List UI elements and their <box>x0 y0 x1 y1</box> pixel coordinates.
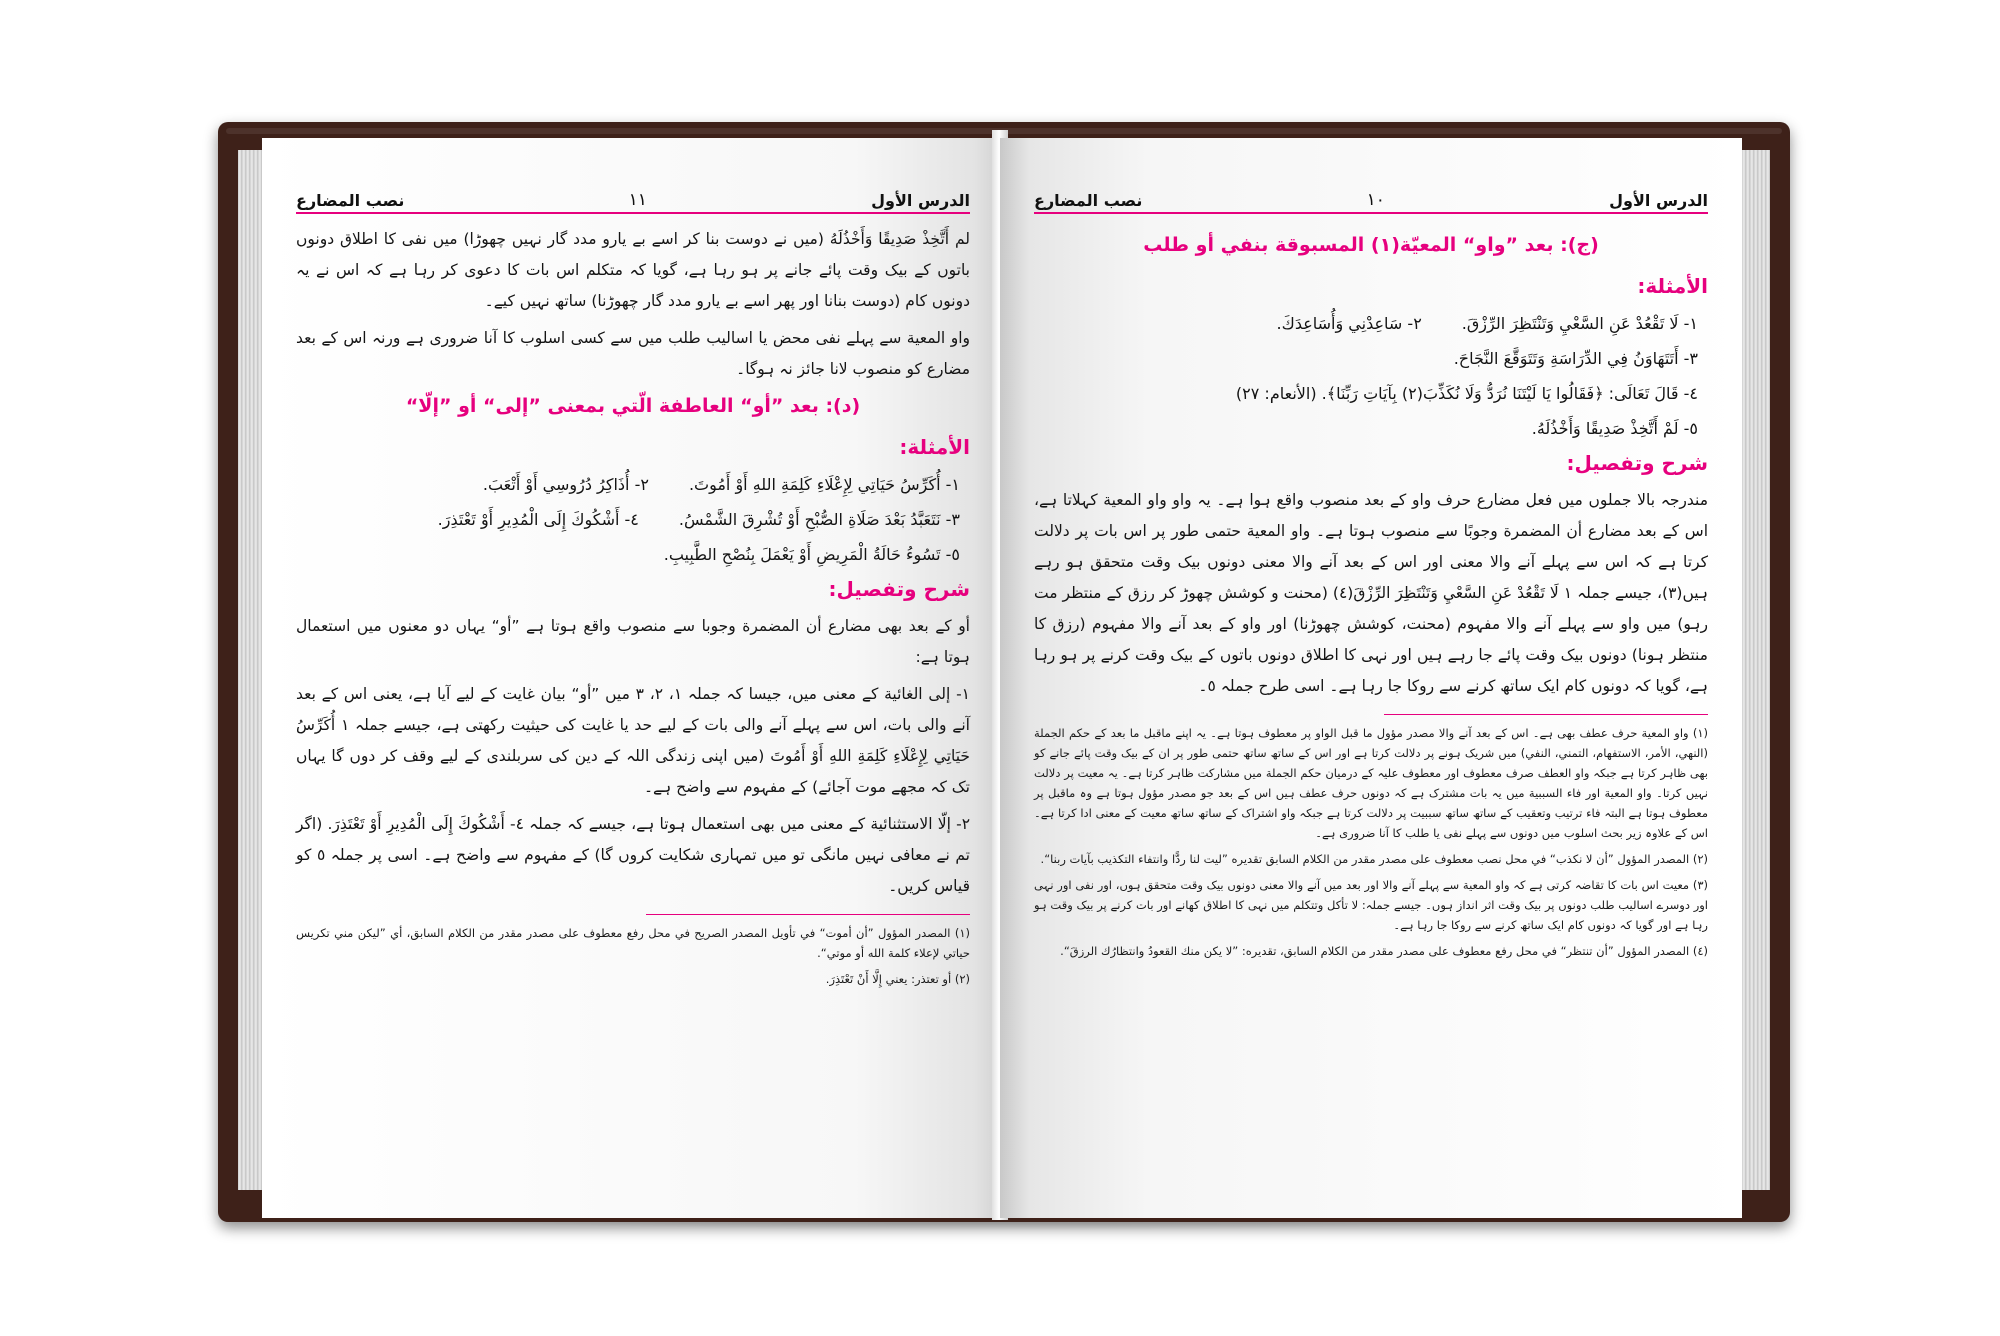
left-page-content <box>296 224 970 995</box>
example-item: ٤- قَالَ تَعَالَى: ﴿فَقَالُوا يَا لَيْتَنَا نُرَدُّ وَلَا نُكَذِّبَ(٢) بِآيَاتِ رَبِّنَا﴾. (الأنعام: ٢٧) <box>1235 384 1698 403</box>
examples-list <box>1044 308 1698 444</box>
example-item: ٣- أَتَتَهَاوَنُ فِي الدِّرَاسَةِ وَتَتَوَقَّعَ النَّجَاحَ. <box>1453 349 1698 368</box>
header-rule <box>296 212 970 214</box>
example-item: ٥- تَسُوءُ حَالَةُ الْمَرِيضِ أَوْ يَعْمَلَ بِنُصْحِ الطَّبِيبِ. <box>663 545 960 564</box>
left-page-header <box>296 180 970 210</box>
section-heading: (د): بعد ”أو“ العاطفة الّتي بمعنى ”إلى“ أو ”إلّا“ <box>405 395 861 417</box>
page-number: ١٠ <box>1366 190 1385 210</box>
example-item: ١- لَا تَقْعُدْ عَنِ السَّعْيِ وَتَنْتَظِرَ الرِّزْقَ. <box>1461 314 1698 333</box>
footnote: (١) المصدر المؤول ”أن أموت“ في تأويل المصدر الصريح في محل رفع معطوف على مصدر مقدر من الكلام السابق، أي ”ليكن مني تكريس حياتي لإعلاء كلمة الله أو موتي“. <box>296 926 970 960</box>
paragraph: مندرجہ بالا جملوں میں فعل مضارع حرف واو کے بعد منصوب واقع ہوا ہے۔ یہ واو واو المعیة کہلاتا ہے، اس کے بعد مضارع أن المضمرة وجوبًا سے منصوب ہوتا ہے۔ واو المعیة حتمی طور پر اس بات پر دلالت کرتا ہے کہ اس سے پہلے آنے والا معنی اور اس کے بعد آنے والا معنی دونوں بیک وقت متحقق ہو رہے ہیں(٣)، جیسے جملہ ١ لَا تَقْعُدْ عَنِ السَّعْيِ وَتَنْتَظِرَ الرِّزْقَ(٤) (محنت و کوشش چھوڑ کر رزق کے منتظر مت رہو) میں واو سے پہلے آنے والا مفہوم (محنت، کوشش چھوڑنا) اور واو کے بعد آنے والا مفہوم (رزق کا منتظر ہونا) دونوں بیک وقت پائے جا رہے ہیں اور نہی کا اطلاق دونوں باتوں کے بیک وقت کرنے پر ہو رہا ہے، گویا کہ دونوں کام ایک ساتھ کرنے سے روکا جا رہا ہے۔ اسی طرح جملہ ٥۔ <box>1034 491 1708 695</box>
header-rule <box>1034 212 1708 214</box>
paragraph: لم أَتَّخِذْ صَدِيقًا وَأَخْذُلَهُ (میں نے دوست بنا کر اسے بے یارو مدد گار نہیں چھوڑا) میں نفی کا اطلاق دونوں باتوں کے بیک وقت پائے جانے پر ہو رہا ہے، گویا کہ متکلم اس بات کا دعوی کر رہا ہے کہ اس نے یہ دونوں کام (دوست بنانا اور پھر اسے بے یارو مدد گار چھوڑنا) ساتھ نہیں کیے۔ <box>296 230 970 310</box>
header-title: الدرس الأول <box>1609 191 1708 210</box>
left-page <box>262 138 1004 1218</box>
footnote-rule <box>1384 714 1708 715</box>
example-item: ٢- سَاعِدْنِي وَأُسَاعِدَكَ. <box>1276 314 1422 333</box>
footnote: (٤) المصدر المؤول ”أن تنتظر“ في محل رفع معطوف على مصدر مقدر من الكلام السابق، تقديره: ”لا يكن منك القعودُ وانتظارُك الرزقَ“. <box>1060 944 1708 958</box>
explanation-heading: شرح وتفصیل: <box>1566 451 1708 475</box>
header-topic: نصب المضارع <box>296 191 405 210</box>
right-page <box>1000 138 1742 1218</box>
examples-heading: الأمثلة: <box>899 435 970 459</box>
paragraph: أو کے بعد بھی مضارع أن المضمرة وجوبا سے منصوب واقع ہوتا ہے ”أو“ یہاں دو معنوں میں استعمال ہوتا ہے: <box>296 617 970 666</box>
example-item: ٣- نَتَعَبَّدُ بَعْدَ صَلَاةِ الصُّبْحِ أَوْ تُشْرِقَ الشَّمْسُ. <box>678 510 960 529</box>
example-item: ٥- لَمْ أَتَّخِذْ صَدِيقًا وَأَخْذُلَهُ. <box>1531 419 1698 438</box>
paragraph: ٢- إلّا الاستثنائیة کے معنی میں بھی استعمال ہوتا ہے، جیسے کہ جملہ ٤- أَشْكُوكَ إِلَى الْمُدِيرِ أَوْ تَعْتَذِرَ. (اگر تم نے معافی نہیں مانگی تو میں تمہاری شکایت کروں گا) کے مفہوم سے واضح ہے۔ اسی پر جملہ ٥ کو قیاس کریں۔ <box>296 815 971 895</box>
examples-heading: الأمثلة: <box>1637 274 1708 298</box>
example-item: ٤- أَشْكُوكَ إِلَى الْمُدِيرِ أَوْ تَعْتَذِرَ. <box>437 510 639 529</box>
footnote: (٢) أو تعتذر: يعني إِلَّا أَنْ تَعْتَذِرَ. <box>825 972 970 986</box>
explanation-heading: شرح وتفصیل: <box>828 577 970 601</box>
right-page-content <box>1034 224 1708 967</box>
footnote: (٢) المصدر المؤول ”أن لا نكذب“ في محل نصب معطوف على مصدر مقدر من الكلام السابق تقديره ”ليت لنا ردًّا وانتفاء التكذيب بآيات ربنا“. <box>1040 852 1708 866</box>
header-topic: نصب المضارع <box>1034 191 1143 210</box>
header-title: الدرس الأول <box>871 191 970 210</box>
example-item: ٢- أُذَاكِرُ دُرُوسِي أَوْ أَتْعَبَ. <box>482 475 649 494</box>
right-page-header <box>1034 180 1708 210</box>
examples-list <box>306 469 960 570</box>
section-heading: (ج): بعد ”واو“ المعيّة(١) المسبوقة بنفي أو طلب <box>1143 234 1599 256</box>
footnote: (١) واو المعیة حرف عطف بھی ہے۔ اس کے بعد آنے والا مصدر مؤول ما قبل الواو پر معطوف ہوتا ہے۔ یہ اپنے ماقبل ما بعد کے حکم الجملة (النهي، الأمر، الاستفهام، التمني، النفي) میں شریک ہونے پر دلالت کرتا ہے اور اس کے ساتھ ساتھ حتمی طور پر ان کے بیک وقت پائے جانے کو بھی ظاہر کرتا ہے جبکہ واو العطف صرف معطوف اور معطوف علیہ کے درمیان حکم الجملة میں مشارکت ظاہر کرتا ہے۔ یہ معیت پر دلالت نہیں کرتا۔ واو المعیة اور فاء السببیة میں یہ بات مشترک ہے کہ دونوں حرف عطف ہیں اس کے بعد جو مصدر مؤول ہوتا ہے وہ ماقبل پر معطوف ہوتا ہے البتہ فاء ترتیب وتعقیب کے ساتھ ساتھ سببیت پر دلالت کرتا ہے جبکہ واو اشتراک کے ساتھ ساتھ معیت کے معنی ادا کرتا ہے۔ اس کے علاوہ زیر بحث اسلوب میں دونوں سے پہلے نفی یا طلب کا آنا ضروری ہے۔ <box>1034 726 1708 840</box>
footnote: (٣) معیت اس بات کا تقاضہ کرتی ہے کہ واو المعیة سے پہلے آنے والا اور بعد میں آنے والا معنی دونوں بیک وقت متحقق ہوں، اور نفی اور نہی اور دوسرے اسالیب طلب دونوں پر بیک وقت اثر انداز ہوں۔ جیسے جملہ: لا تأكل وتتكلم میں نہی کا اطلاق کھانے اور بات کرنے پر بیک وقت ہو رہا ہے اور گویا کہ دونوں کام ایک ساتھ کرنے سے روکا جا رہا ہے۔ <box>1034 878 1708 932</box>
example-item: ١- أُكَرِّسُ حَيَاتِي لِإِعْلَاءِ كَلِمَةِ اللهِ أَوْ أَمُوتَ. <box>688 475 960 494</box>
page-number: ١١ <box>628 190 647 210</box>
footnote-rule <box>646 914 970 915</box>
paragraph: ١- إلی الغائیة کے معنی میں، جیسا کہ جملہ ١، ٢، ٣ میں ”أو“ بیان غایت کے لیے آیا ہے، یعنی اس کے بعد آنے والی بات، اس سے پہلے آنے والی بات کے لیے حد یا غایت کی حیثیت رکھتی ہے، جیسے جملہ ١ أُكَرِّسُ حَيَاتِي لِإِعْلَاءِ كَلِمَةِ اللهِ أَوْ أَمُوتَ (میں اپنی زندگی اللہ کے دین کی سربلندی کے لیے وقف کر دوں گا یہاں تک کہ مجھے موت آجائے) کے مفہوم سے واضح ہے۔ <box>296 685 970 796</box>
paragraph: واو المعیة سے پہلے نفی محض یا اسالیب طلب میں سے کسی اسلوب کا آنا ضروری ہے ورنہ اس کے بعد مضارع کو منصوب لانا جائز نہ ہوگا۔ <box>296 329 970 378</box>
